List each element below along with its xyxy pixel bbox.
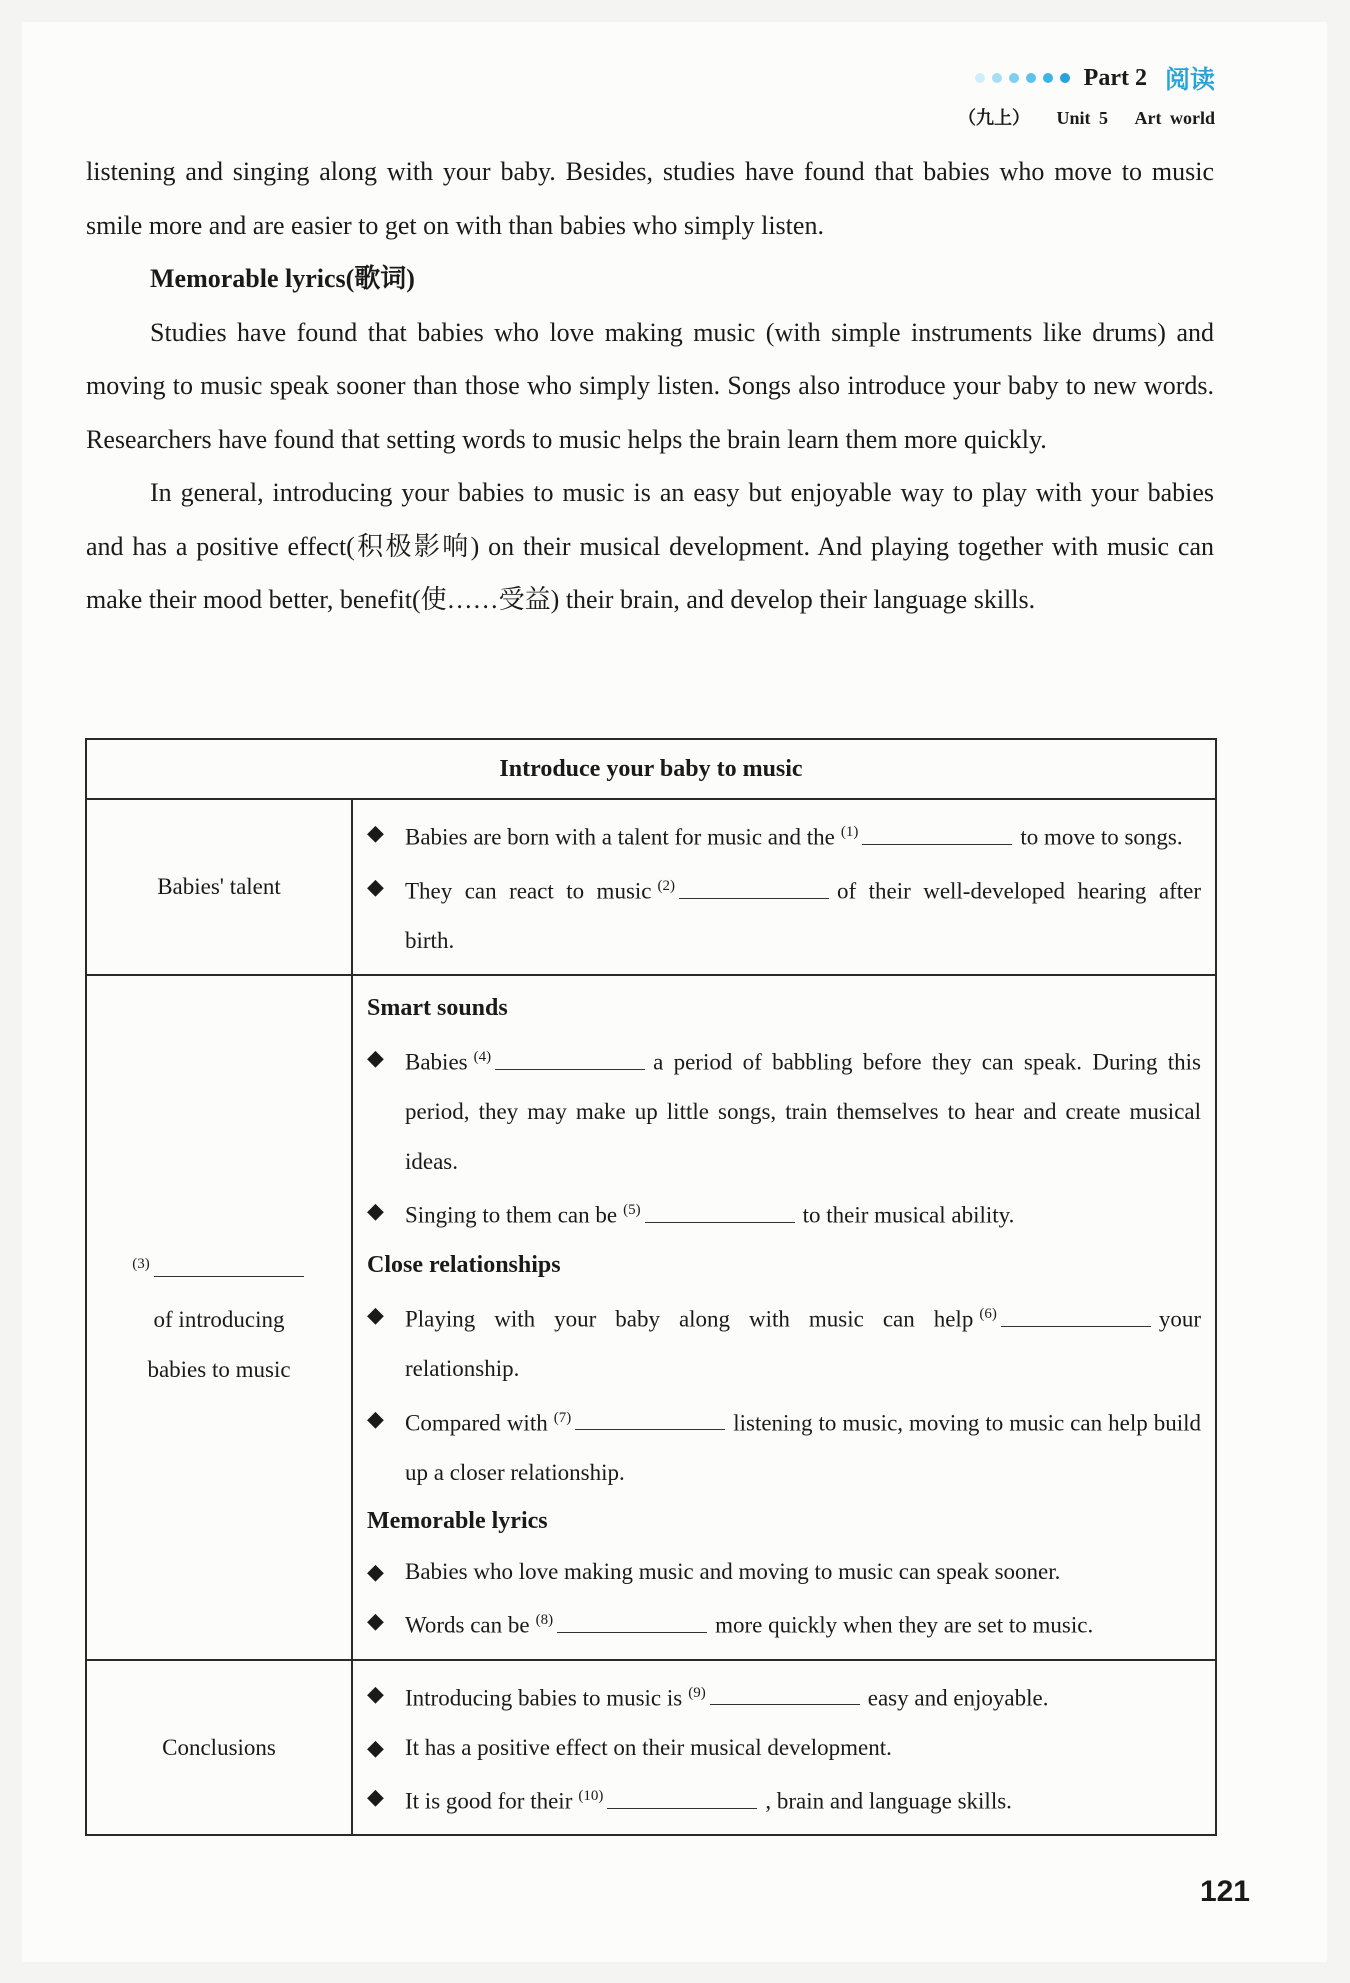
dot-icon [1043,73,1053,83]
section-label: 阅读 [1164,65,1215,94]
table-row [86,1660,1216,1836]
answer-blank[interactable] [575,1407,725,1430]
blank-number: (4) [473,1049,492,1066]
bullet-item: ◆ Words can be $^{(8)}$ more quickly when they are set to music. [367,1596,1201,1650]
blank-number: (10) [578,1788,604,1805]
page-number: 121 [1199,1875,1250,1908]
bullet-item: ◆ Introducing babies to music is $^{(9)}$ easy and enjoyable. [367,1669,1201,1723]
answer-blank[interactable] [607,1786,757,1809]
section-heading: Memorable lyrics(歌词) [150,264,415,293]
topic-label: Art world [1134,108,1215,128]
blank-number: (3) [132,1256,150,1273]
bullet-item: ◆ Babies are born with a talent for music and the $^{(1)}$ to move to songs. [367,808,1201,862]
row-label: Babies' talent [86,799,352,975]
answer-blank[interactable] [645,1200,795,1223]
answer-blank[interactable] [154,1254,304,1277]
dot-icon [975,73,985,83]
bullet-item: ◆ Singing to them can be $^{(5)}$ to their musical ability. [367,1186,1201,1240]
answer-blank[interactable] [495,1047,645,1070]
blank-number: (5) [623,1202,641,1219]
row-content [352,799,1216,975]
group-heading: Smart sounds [367,994,508,1021]
article-body [86,145,1214,627]
blank-number: (6) [979,1306,997,1323]
dot-icon [1009,73,1019,83]
running-header [958,60,1215,130]
paragraph: In general, introducing your babies to music is an easy but enjoyable way to play with your babies and has a positive effect(积极影响) on their musical development. And playing together with music can make their mood better, benefit(使……受益) their brain, and develop their language skills. [86,478,1214,614]
row-label: $^{(3)}$ of introducing babies to music [86,975,352,1660]
group-heading: Close relationships [367,1251,561,1278]
part-label: Part 2 [1083,64,1147,91]
bullet-item: ◆ It is good for their $^{(10)}$ , brain and language skills. [367,1772,1201,1826]
dot-icon [992,73,1002,83]
blank-number: (2) [657,878,675,895]
dot-icon [1060,73,1070,83]
bullet-item: ◆ Compared with $^{(7)}$ listening to music, moving to music can help build up a closer relationship. [367,1394,1201,1498]
paragraph: Studies have found that babies who love making music (with simple instruments like drums) and moving to music speak sooner than those who simply listen. Songs also introduce your baby to new words. Researchers have found that setting words to music helps the brain learn them more quickly. [86,317,1214,454]
row-content [352,975,1216,1660]
answer-blank[interactable] [1001,1304,1151,1327]
bullet-item: ◆ Babies who love making music and moving to music can speak sooner. [367,1547,1201,1597]
bullet-item: ◆ They can react to music $^{(2)}$ of their well-developed hearing after birth. [367,862,1201,966]
bullet-item: ◆ Playing with your baby along with music can help $^{(6)}$ your relationship. [367,1290,1201,1394]
bullet-item: ◆ It has a positive effect on their musical development. [367,1723,1201,1773]
table-row [86,799,1216,975]
answer-blank[interactable] [557,1610,707,1633]
decorative-dots [975,73,1070,83]
row-label: Conclusions [86,1660,352,1836]
table-title: Introduce your baby to music [86,739,1216,799]
answer-blank[interactable] [679,876,829,899]
blank-number: (9) [688,1684,706,1701]
summary-table [85,738,1217,1836]
row-content [352,1660,1216,1836]
paragraph: listening and singing along with your baby. Besides, studies have found that babies who move to music smile more and are easier to get on with than babies who simply listen. [86,157,1214,240]
dot-icon [1026,73,1036,83]
answer-blank[interactable] [862,822,1012,845]
unit-label: Unit 5 [1056,108,1109,128]
answer-blank[interactable] [710,1682,860,1705]
bullet-item: ◆ Babies $^{(4)}$ a period of babbling before they can speak. During this period, they may make up little songs, train themselves to hear and create musical ideas. [367,1033,1201,1186]
group-heading: Memorable lyrics [367,1508,548,1535]
grade-label: （九上） [958,108,1030,128]
blank-number: (8) [535,1612,554,1629]
blank-number: (1) [840,824,859,840]
table-row [86,975,1216,1660]
blank-number: (7) [553,1409,572,1426]
